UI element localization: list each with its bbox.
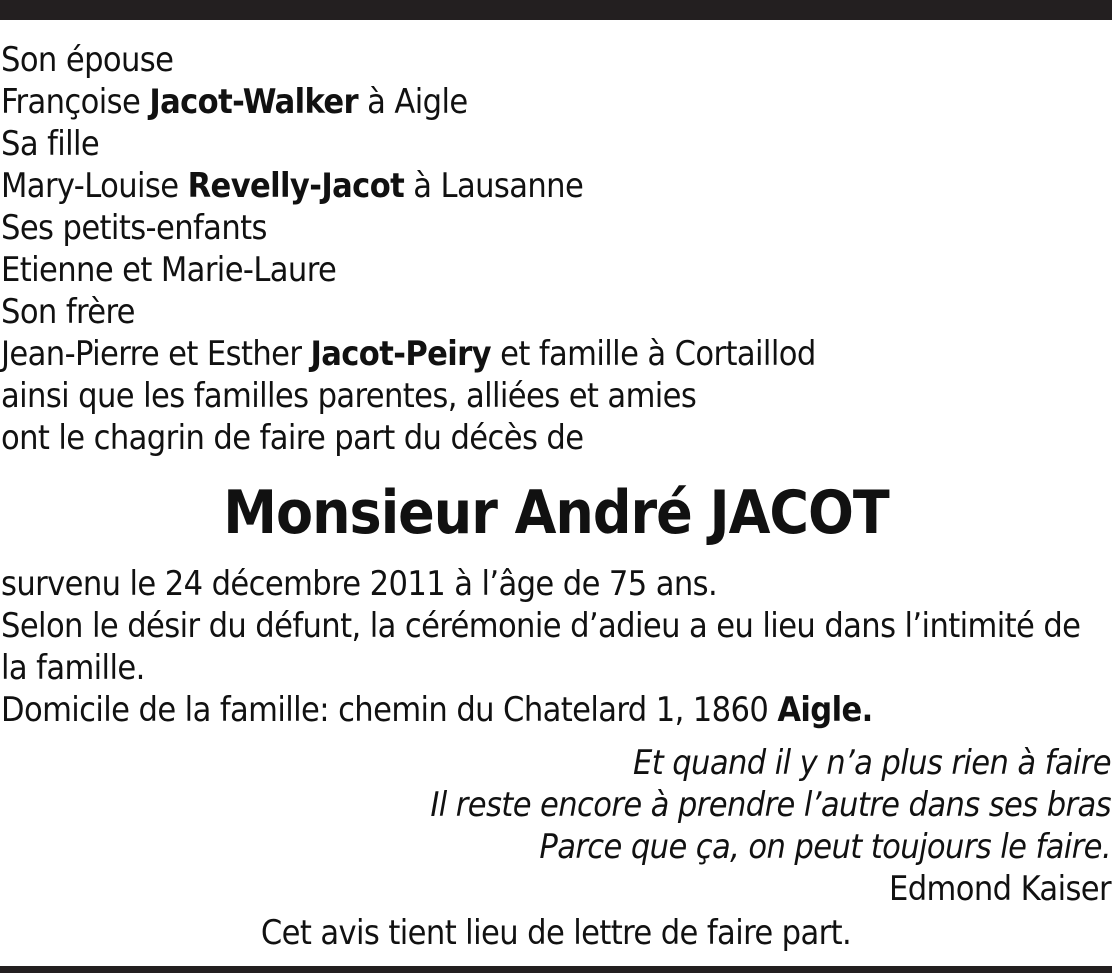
quote-line: Parce que ça, on peut toujours le faire. bbox=[539, 827, 1111, 867]
domicile-city: Aigle. bbox=[777, 690, 873, 730]
top-rule bbox=[0, 0, 1112, 20]
spouse-last-name: Jacot-Walker bbox=[149, 82, 359, 122]
bottom-rule bbox=[0, 966, 1112, 973]
daughter-line bbox=[1, 165, 1111, 207]
details-block bbox=[1, 563, 1111, 731]
brother-heading: Son frère bbox=[1, 292, 135, 332]
family-list bbox=[1, 39, 1111, 459]
brother-line bbox=[1, 333, 1111, 375]
spouse-heading: Son épouse bbox=[1, 40, 174, 80]
domicile-line bbox=[1, 689, 1111, 731]
deceased-name: Monsieur André JACOT bbox=[223, 478, 889, 548]
grandchildren-names: Etienne et Marie-Laure bbox=[1, 250, 337, 290]
daughter-first-name: Mary-Louise bbox=[1, 166, 179, 206]
brother-place: et famille à Cortaillod bbox=[500, 334, 816, 374]
death-line: survenu le 24 décembre 2011 à l’âge de 75 ans. bbox=[1, 564, 718, 604]
spouse-first-name: Françoise bbox=[1, 82, 141, 122]
ceremony-line: Selon le désir du défunt, la cérémonie d’adieu a eu lieu dans l’intimité de la famille. bbox=[1, 606, 1081, 688]
quote-block bbox=[211, 742, 1111, 910]
daughter-place: à Lausanne bbox=[413, 166, 584, 206]
brother-last-name: Jacot-Peiry bbox=[310, 334, 492, 374]
daughter-heading: Sa fille bbox=[1, 124, 100, 164]
domicile-text: Domicile de la famille: chemin du Chatelard 1, 1860 bbox=[1, 690, 769, 730]
spouse-line bbox=[1, 81, 1111, 123]
closing-line: Cet avis tient lieu de lettre de faire part. bbox=[260, 913, 852, 953]
grandchildren-heading: Ses petits-enfants bbox=[1, 208, 267, 248]
daughter-last-name: Revelly-Jacot bbox=[187, 166, 405, 206]
quote-line: Et quand il y n’a plus rien à faire bbox=[633, 743, 1111, 783]
brother-first-names: Jean-Pierre et Esther bbox=[1, 334, 302, 374]
quote-line: Il reste encore à prendre l’autre dans ses bras bbox=[430, 785, 1111, 825]
quote-author: Edmond Kaiser bbox=[888, 869, 1111, 909]
relatives-line: ainsi que les familles parentes, alliées et amies bbox=[1, 376, 697, 416]
spouse-place: à Aigle bbox=[367, 82, 468, 122]
announcement-line: ont le chagrin de faire part du décès de bbox=[1, 418, 584, 458]
